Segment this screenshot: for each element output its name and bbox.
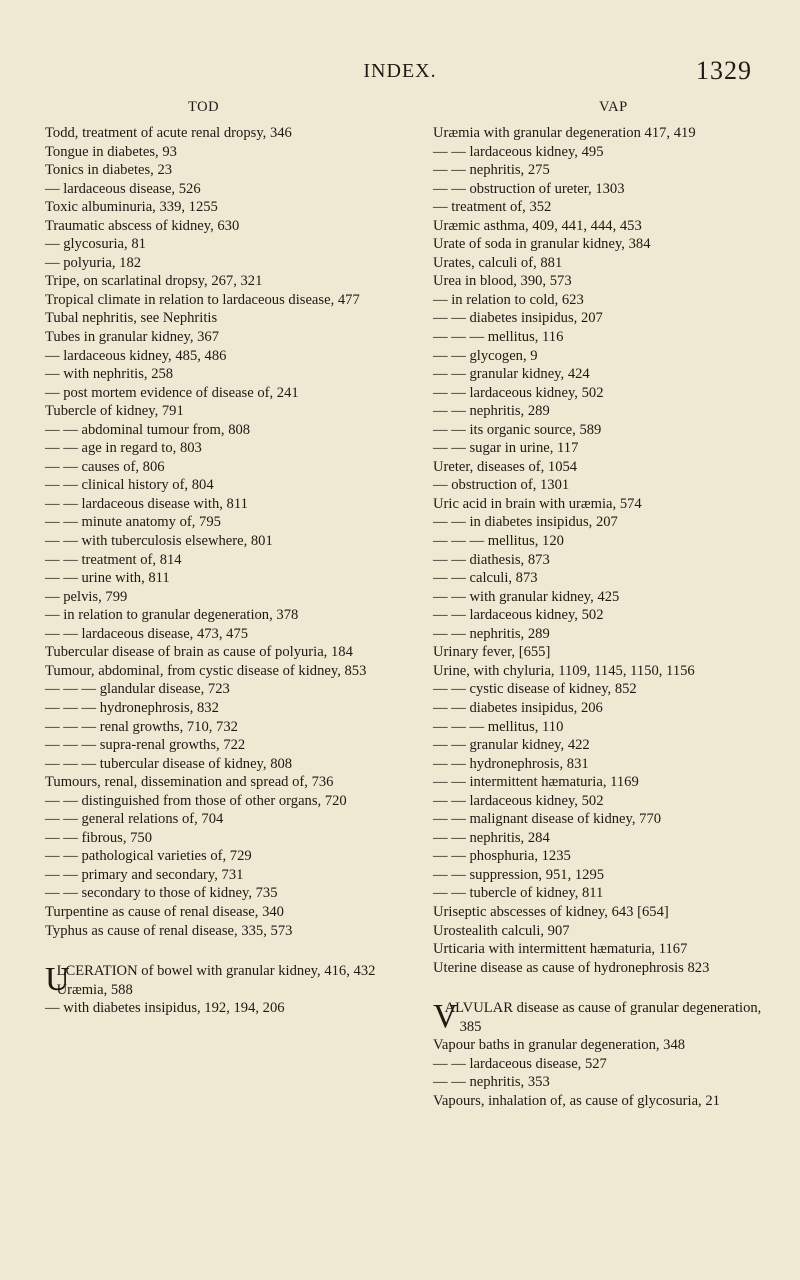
- right-catchword: VAP: [599, 99, 628, 115]
- index-entry: — — — glandular disease, 723: [45, 681, 230, 698]
- index-entry: — glycosuria, 81: [45, 236, 146, 253]
- index-entry: — — malignant disease of kidney, 770: [433, 811, 662, 828]
- index-entry: — — nephritis, 353: [433, 1074, 550, 1091]
- index-entry: — — nephritis, 284: [433, 829, 550, 846]
- index-entry: — — abdominal tumour from, 808: [45, 421, 251, 438]
- index-entry: — — phosphuria, 1235: [433, 848, 571, 865]
- index-entry: Toxic albuminuria, 339, 1255: [45, 199, 218, 216]
- index-entry: — — general relations of, 704: [45, 811, 224, 828]
- index-entry: — — — supra-renal growths, 722: [45, 737, 246, 754]
- index-entry: Urinary fever, [655]: [433, 644, 551, 661]
- index-entry: — — — tubercular disease of kidney, 808: [45, 755, 293, 772]
- left-catchword: TOD: [188, 99, 220, 115]
- index-entry: — — urine with, 811: [45, 570, 170, 587]
- index-entry: — — intermittent hæmaturia, 1169: [433, 774, 639, 791]
- index-entry: — in relation to cold, 623: [433, 291, 584, 308]
- index-entry: — — secondary to those of kidney, 735: [45, 885, 278, 902]
- index-entry: — — causes of, 806: [45, 458, 165, 475]
- index-entry: — — age in regard to, 803: [45, 440, 202, 457]
- index-entry: — — diabetes insipidus, 207: [433, 310, 603, 327]
- index-entry: — pelvis, 799: [45, 588, 128, 605]
- index-entry: Urine, with chyluria, 1109, 1145, 1150, 1156: [433, 662, 695, 679]
- index-entry: — — — renal growths, 710, 732: [45, 718, 238, 735]
- index-entry: — — granular kidney, 422: [433, 737, 590, 754]
- index-entry: Vapour baths in granular degeneration, 348: [433, 1037, 686, 1054]
- index-entry: — — — mellitus, 116: [433, 329, 564, 346]
- index-entry: — — lardaceous kidney, 502: [433, 607, 604, 624]
- drop-cap: U: [45, 961, 70, 999]
- index-entry: — — in diabetes insipidus, 207: [433, 514, 618, 531]
- index-entry: Tumours, renal, dissemination and spread of, 736: [45, 774, 334, 791]
- left-column: [45, 124, 395, 1018]
- index-entry: Vapours, inhalation of, as cause of glycosuria, 21: [433, 1092, 720, 1109]
- section-start-entry: U LCERATION of bowel with granular kidney, 416, 432: [45, 961, 376, 999]
- index-entry: — — nephritis, 289: [433, 403, 550, 420]
- right-column: [433, 124, 783, 1110]
- index-entry: — lardaceous kidney, 485, 486: [45, 347, 227, 364]
- index-entry: — — fibrous, 750: [45, 829, 153, 846]
- index-entry: Tripe, on scarlatinal dropsy, 267, 321: [45, 273, 263, 290]
- drop-cap: V: [433, 998, 458, 1036]
- section-start-entry: V ALVULAR disease as cause of granular degeneration, 385: [433, 998, 762, 1036]
- index-entry: — — lardaceous disease, 527: [433, 1055, 607, 1072]
- index-entry: — — pathological varieties of, 729: [45, 848, 252, 865]
- index-entry: — — diathesis, 873: [433, 551, 550, 568]
- index-entry: — — nephritis, 289: [433, 625, 550, 642]
- index-entry: — post mortem evidence of disease of, 241: [45, 384, 299, 401]
- index-entry: — — lardaceous disease with, 811: [45, 495, 248, 512]
- index-entry: — — distinguished from those of other organs, 720: [45, 792, 347, 809]
- index-entry: Uræmic asthma, 409, 441, 444, 453: [433, 217, 642, 234]
- index-entry: — — glycogen, 9: [433, 347, 538, 364]
- index-entry: Todd, treatment of acute renal dropsy, 346: [45, 125, 292, 141]
- index-entry: Urea in blood, 390, 573: [433, 273, 572, 290]
- index-entry: — polyuria, 182: [45, 254, 142, 271]
- index-entry: Tongue in diabetes, 93: [45, 143, 177, 160]
- index-entry: — — with granular kidney, 425: [433, 588, 620, 605]
- index-entry: Tropical climate in relation to lardaceous disease, 477: [45, 291, 360, 308]
- running-head-title: INDEX.: [363, 60, 437, 82]
- index-entry: Uric acid in brain with uræmia, 574: [433, 495, 642, 512]
- index-entry: Ureter, diseases of, 1054: [433, 458, 578, 475]
- index-entry: — obstruction of, 1301: [433, 477, 570, 494]
- index-entry: — — treatment of, 814: [45, 551, 182, 568]
- section-gap: [45, 940, 395, 962]
- index-entry: Uriseptic abscesses of kidney, 643 [654]: [433, 903, 669, 920]
- index-entry: — — minute anatomy of, 795: [45, 514, 221, 531]
- index-entry: Uterine disease as cause of hydronephrosis 823: [433, 959, 710, 976]
- index-entry: Uræmia with granular degeneration 417, 419: [433, 125, 696, 141]
- index-entry: Urates, calculi of, 881: [433, 254, 563, 271]
- index-entry: — with diabetes insipidus, 192, 194, 206: [45, 1000, 285, 1017]
- index-entry: — — sugar in urine, 117: [433, 440, 579, 457]
- index-entry: — — cystic disease of kidney, 852: [433, 681, 637, 698]
- index-entry: — — lardaceous kidney, 502: [433, 792, 604, 809]
- index-entry: — — tubercle of kidney, 811: [433, 885, 604, 902]
- section-gap: [433, 977, 783, 999]
- index-entry: — — diabetes insipidus, 206: [433, 699, 603, 716]
- index-entry: Traumatic abscess of kidney, 630: [45, 217, 240, 234]
- index-entry: — — with tuberculosis elsewhere, 801: [45, 533, 273, 550]
- index-entry: — — nephritis, 275: [433, 162, 550, 179]
- page-number: 1329: [696, 56, 752, 85]
- index-entry: — — its organic source, 589: [433, 421, 602, 438]
- index-entry: — — suppression, 951, 1295: [433, 866, 605, 883]
- index-entry: — — calculi, 873: [433, 570, 538, 587]
- index-entry: Tubercle of kidney, 791: [45, 403, 184, 420]
- index-entry: — — lardaceous disease, 473, 475: [45, 625, 249, 642]
- index-entry: Urate of soda in granular kidney, 384: [433, 236, 651, 253]
- index-entry: Uræmia, 588: [56, 981, 133, 998]
- index-entry: — with nephritis, 258: [45, 366, 174, 383]
- index-entry: — lardaceous disease, 526: [45, 180, 201, 197]
- index-entry: — in relation to granular degeneration, 378: [45, 607, 299, 624]
- index-entry: — — granular kidney, 424: [433, 366, 590, 383]
- index-entry: — — lardaceous kidney, 502: [433, 384, 604, 401]
- index-entry: — — clinical history of, 804: [45, 477, 214, 494]
- index-entry: — treatment of, 352: [433, 199, 552, 216]
- index-entry: Tumour, abdominal, from cystic disease of kidney, 853: [45, 662, 367, 679]
- index-entry: — — — mellitus, 110: [433, 718, 564, 735]
- index-entry: Tubercular disease of brain as cause of polyuria, 184: [45, 644, 353, 661]
- index-entry: Urostealith calculi, 907: [433, 922, 570, 939]
- index-entry: Typhus as cause of renal disease, 335, 573: [45, 922, 293, 939]
- index-entry: Tubes in granular kidney, 367: [45, 329, 220, 346]
- index-entry: Tonics in diabetes, 23: [45, 162, 173, 179]
- index-entry: — — — hydronephrosis, 832: [45, 699, 219, 716]
- index-entry: Tubal nephritis, see Nephritis: [45, 310, 218, 327]
- index-entry: Urticaria with intermittent hæmaturia, 1167: [433, 941, 688, 958]
- index-entry: — — — mellitus, 120: [433, 533, 564, 550]
- index-entry: — — lardaceous kidney, 495: [433, 143, 604, 160]
- index-entry: — — hydronephrosis, 831: [433, 755, 589, 772]
- index-entry: — — primary and secondary, 731: [45, 866, 244, 883]
- index-entry: Turpentine as cause of renal disease, 340: [45, 903, 284, 920]
- index-entry: — — obstruction of ureter, 1303: [433, 180, 625, 197]
